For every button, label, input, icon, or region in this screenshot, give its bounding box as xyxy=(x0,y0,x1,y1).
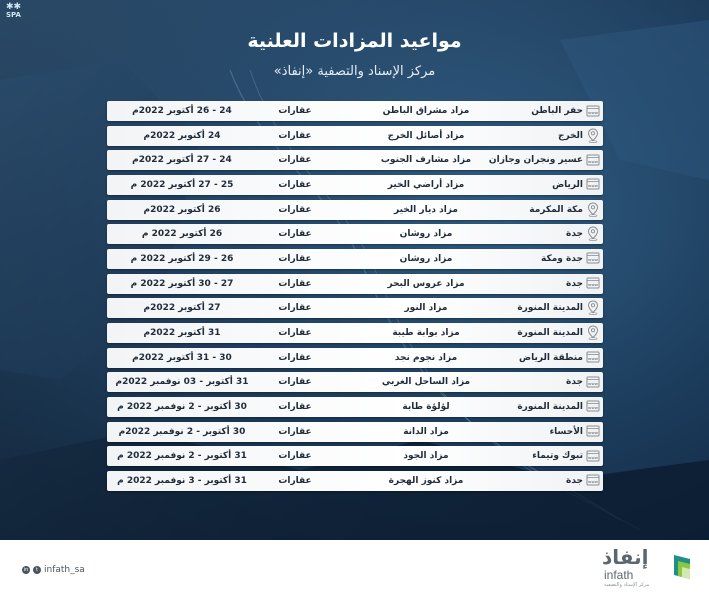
row-auction-name: لؤلؤة طابة xyxy=(402,401,450,412)
row-auction-name: مزاد نجوم نجد xyxy=(394,352,458,363)
table-row xyxy=(107,150,603,170)
web-icon xyxy=(586,424,600,439)
web-icon xyxy=(586,276,600,291)
location-pin-icon xyxy=(586,300,600,315)
row-city: عسير ونجران وجازان xyxy=(488,155,583,166)
row-type: عقارات xyxy=(278,106,312,116)
row-date: 24 - 26 أكتوبر 2022م xyxy=(132,106,232,116)
row-city: المدينة المنورة xyxy=(517,327,583,338)
table-row xyxy=(107,372,603,392)
row-city: الأحساء xyxy=(549,426,583,437)
web-icon xyxy=(586,177,600,192)
spa-logo xyxy=(6,3,21,19)
row-date: 31 أكتوبر - 03 نوفمبر 2022م xyxy=(115,377,249,388)
row-city: حفر الباطن xyxy=(531,106,583,116)
social-links xyxy=(22,565,85,575)
svg-text:www: www xyxy=(588,455,598,460)
brand-name-en: infath xyxy=(604,568,634,582)
row-date: 31 أكتوبر 2022م xyxy=(143,327,221,338)
row-type: عقارات xyxy=(278,179,312,190)
table-row xyxy=(107,446,603,466)
row-date: 25 - 27 أكتوبر 2022 م xyxy=(130,179,234,190)
table-row xyxy=(107,249,603,269)
row-auction-name: مزاد الساحل الغربي xyxy=(381,377,471,388)
row-date: 26 أكتوبر 2022م xyxy=(143,204,221,215)
infath-logo xyxy=(602,545,702,597)
row-type: عقارات xyxy=(278,278,312,289)
spa-emblem-icon: ✱✱ xyxy=(6,2,22,12)
row-city: جدة xyxy=(566,377,583,388)
svg-text:www: www xyxy=(588,431,598,436)
table-row xyxy=(107,348,603,368)
row-auction-name: مزاد الجود xyxy=(403,451,449,462)
row-type: عقارات xyxy=(278,377,312,388)
row-type: عقارات xyxy=(278,155,312,166)
row-type: عقارات xyxy=(278,229,312,240)
table-row xyxy=(107,126,603,146)
location-pin-icon xyxy=(586,202,600,217)
web-icon xyxy=(586,152,600,167)
page-subtitle: مركز الإسناد والتصفية «إنفاذ» xyxy=(273,64,436,79)
brand-tagline: مركز الإسناد والتصفية xyxy=(604,582,650,588)
row-date: 24 أكتوبر 2022م xyxy=(143,130,221,141)
svg-text:www: www xyxy=(588,406,598,411)
svg-text:www: www xyxy=(588,159,598,164)
svg-text:www: www xyxy=(588,357,598,362)
brand-name-ar: إنفاذ xyxy=(602,545,649,569)
table-row xyxy=(107,200,603,220)
svg-text:www: www xyxy=(588,184,598,189)
row-city: مكة المكرمة xyxy=(529,204,583,215)
row-type: عقارات xyxy=(278,451,312,462)
web-icon xyxy=(586,399,600,414)
row-date: 27 - 30 أكتوبر 2022 م xyxy=(130,278,234,289)
row-auction-name: مزاد ديار الخير xyxy=(394,204,458,215)
row-date: 27 أكتوبر 2022م xyxy=(143,303,221,314)
row-auction-name: مزاد كنوز الهجرة xyxy=(388,475,464,486)
row-city: جدة xyxy=(566,229,583,240)
row-city: تبوك وتيماء xyxy=(532,451,583,462)
row-auction-name: مزاد روشان xyxy=(399,229,453,240)
svg-text:www: www xyxy=(588,283,598,288)
row-auction-name: مزاد عروس البحر xyxy=(387,278,465,289)
row-date: 26 - 29 أكتوبر 2022 م xyxy=(130,253,234,264)
row-auction-name: مزاد أراضي الخير xyxy=(387,179,465,190)
row-city: جدة xyxy=(566,475,583,486)
svg-text:www: www xyxy=(588,258,598,263)
table-row xyxy=(107,397,603,417)
web-icon xyxy=(586,374,600,389)
row-date: 30 أكتوبر - 2 نوفمبر 2022 م xyxy=(117,401,247,412)
web-icon xyxy=(586,448,600,463)
twitter-icon[interactable]: t xyxy=(33,566,41,574)
table-row xyxy=(107,471,603,491)
row-city: جدة ومكة xyxy=(541,253,583,264)
row-auction-name: مزاد مشارف الجنوب xyxy=(380,155,472,166)
row-auction-name: مزاد النور xyxy=(404,303,448,314)
row-type: عقارات xyxy=(278,130,312,141)
row-auction-name: مزاد أصائل الخرج xyxy=(387,130,465,141)
row-date: 30 أكتوبر - 2 نوفمبر 2022م xyxy=(118,426,246,437)
row-city: جدة xyxy=(566,278,583,289)
row-type: عقارات xyxy=(278,426,312,437)
row-auction-name: مزاد بوابة طيبة xyxy=(392,327,460,338)
row-city: منطقة الرياض xyxy=(518,352,583,363)
svg-text:www: www xyxy=(588,480,598,485)
web-icon xyxy=(586,251,600,266)
row-type: عقارات xyxy=(278,352,312,363)
row-city: الرياض xyxy=(552,179,583,190)
social-handle[interactable]: infath_sa xyxy=(44,565,85,575)
location-pin-icon xyxy=(586,226,600,241)
row-auction-name: مزاد روشان xyxy=(399,253,453,264)
row-date: 26 أكتوبر 2022 م xyxy=(141,229,223,240)
web-icon xyxy=(586,103,600,118)
table-row xyxy=(107,175,603,195)
row-date: 31 أكتوبر - 2 نوفمبر 2022 م xyxy=(117,451,247,462)
row-city: المدينة المنورة xyxy=(517,401,583,412)
row-date: 24 - 27 أكتوبر 2022م xyxy=(132,155,232,166)
svg-text:www: www xyxy=(588,110,598,115)
location-pin-icon xyxy=(586,325,600,340)
row-type: عقارات xyxy=(278,401,312,412)
spa-logo-text: SPA xyxy=(6,11,21,19)
row-auction-name: مزاد مشراق الباطن xyxy=(382,106,470,116)
row-auction-name: مزاد الدانة xyxy=(403,426,449,437)
web-icon xyxy=(586,350,600,365)
svg-text:www: www xyxy=(588,381,598,386)
row-type: عقارات xyxy=(278,253,312,264)
table-row xyxy=(107,298,603,318)
table-row xyxy=(107,224,603,244)
row-type: عقارات xyxy=(278,475,312,486)
auction-schedule-table xyxy=(107,101,603,496)
row-date: 31 أكتوبر - 3 نوفمبر 2022 م xyxy=(117,475,247,486)
row-type: عقارات xyxy=(278,303,312,314)
table-row xyxy=(107,101,603,121)
row-date: 30 - 31 أكتوبر 2022م xyxy=(132,352,232,363)
row-city: المدينة المنورة xyxy=(517,303,583,314)
infath-mark-icon xyxy=(670,551,694,583)
row-type: عقارات xyxy=(278,327,312,338)
row-city: الخرج xyxy=(557,130,583,141)
row-type: عقارات xyxy=(278,204,312,215)
table-row xyxy=(107,323,603,343)
table-row xyxy=(107,422,603,442)
page-title: مواعيد المزادات العلنية xyxy=(247,30,462,52)
table-row xyxy=(107,274,603,294)
linkedin-icon[interactable]: in xyxy=(23,567,29,573)
web-icon xyxy=(586,473,600,488)
location-pin-icon xyxy=(586,128,600,143)
